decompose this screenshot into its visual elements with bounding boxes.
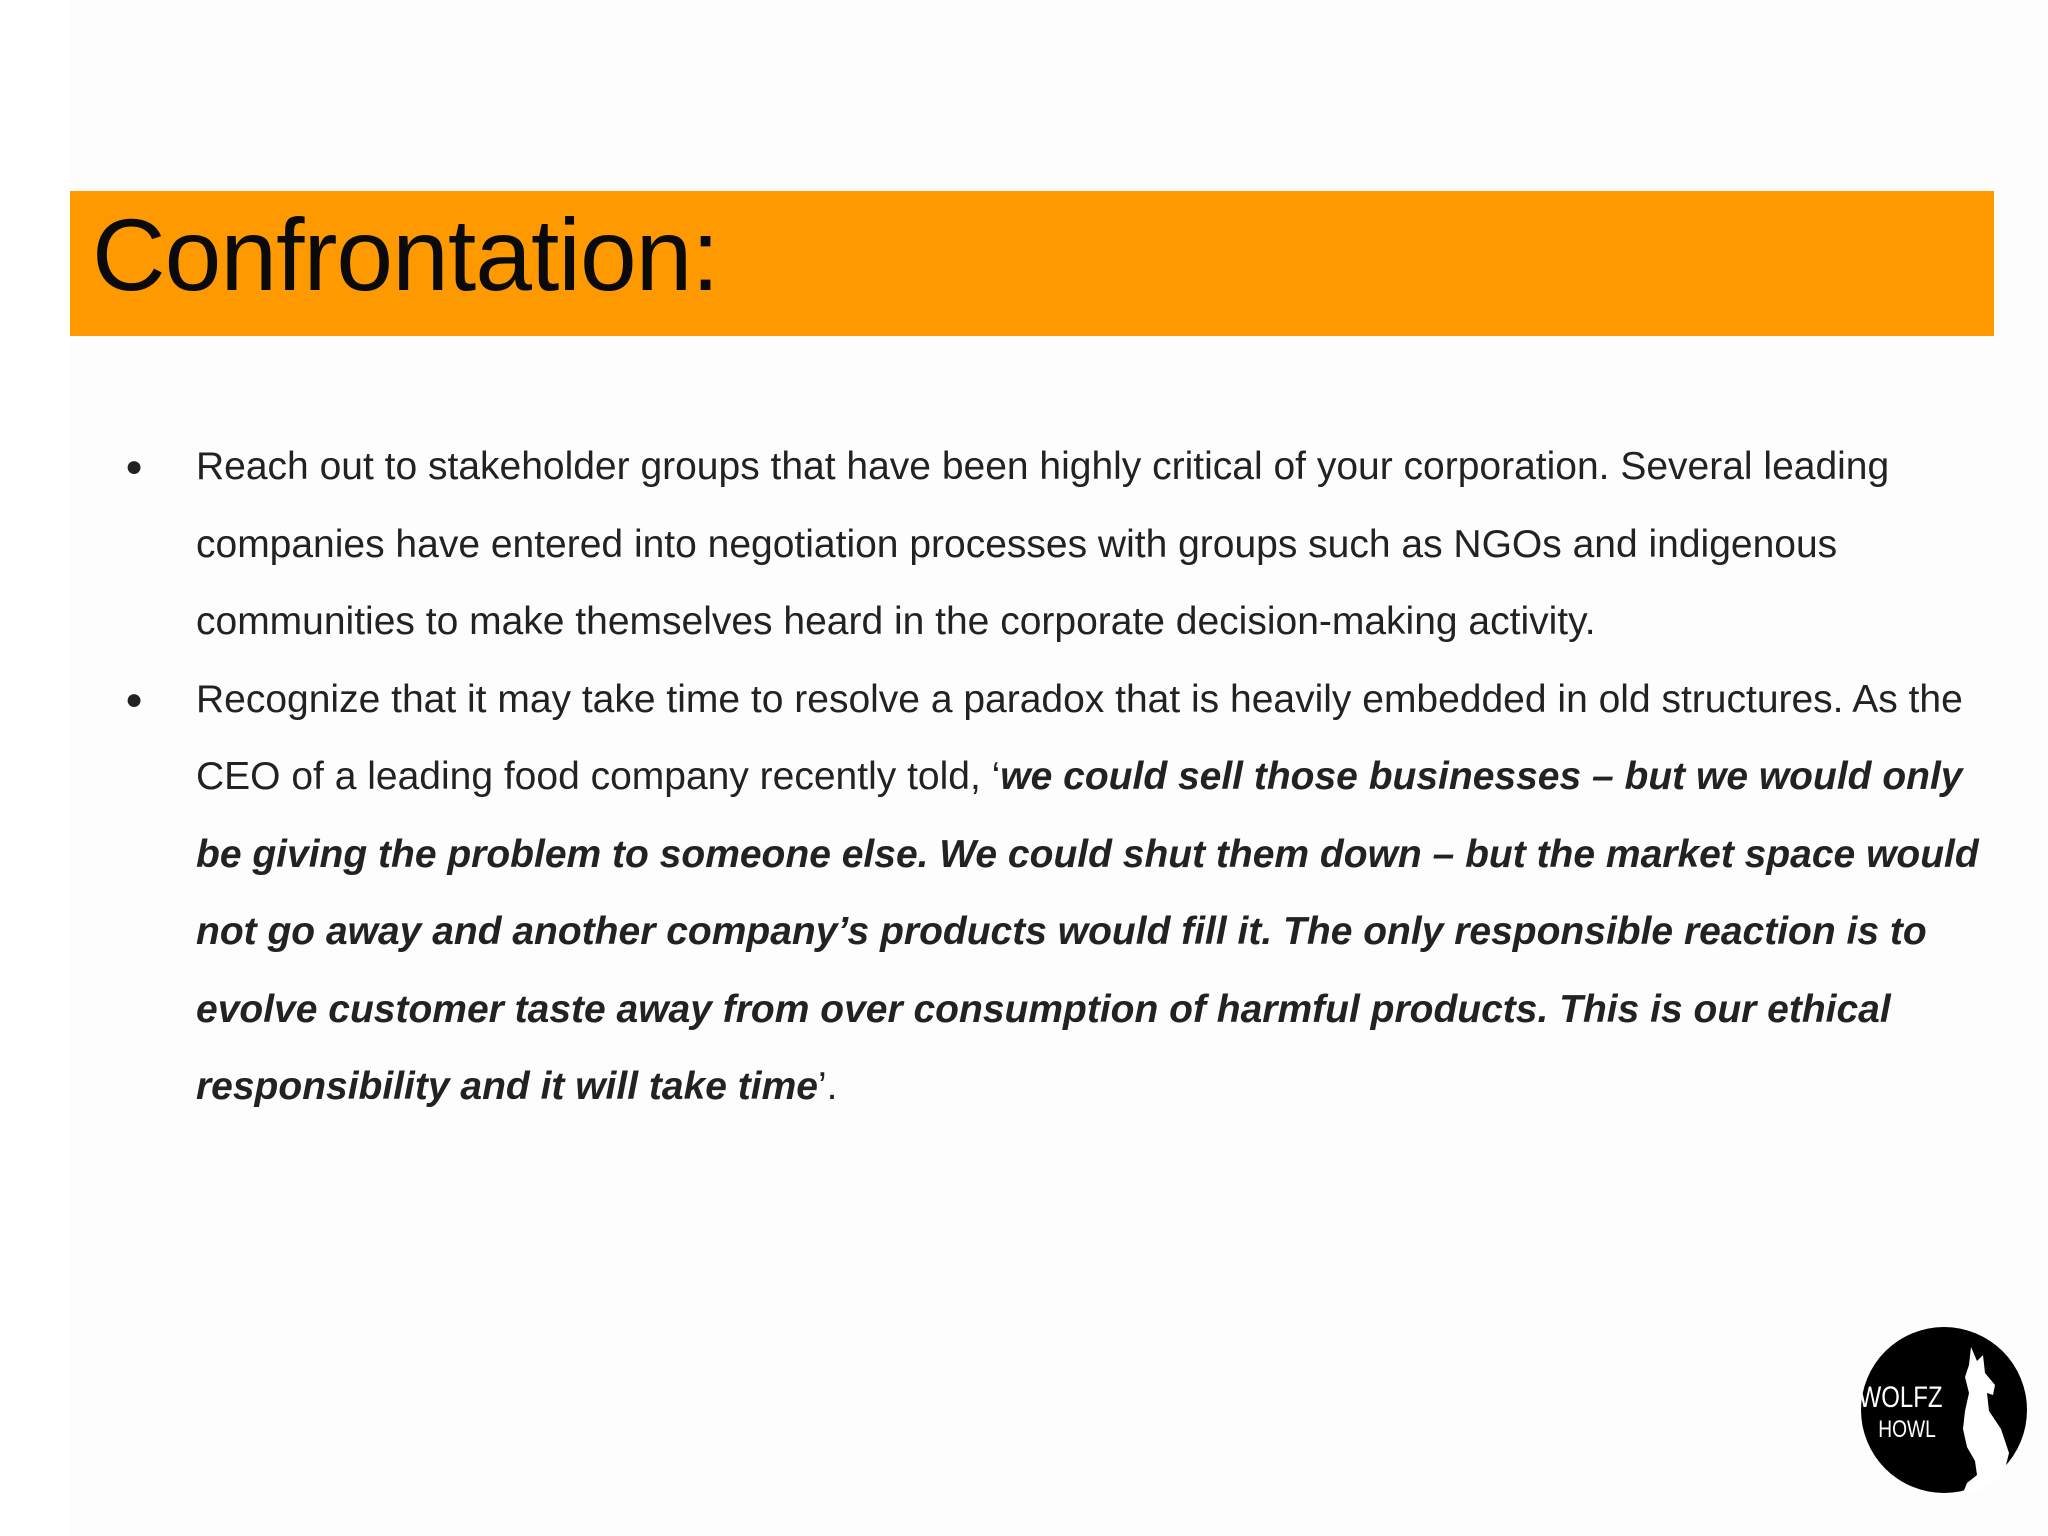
logo-text-line1: WOLFZ (1859, 1379, 1943, 1414)
bullet-dot-icon: ● (125, 682, 144, 716)
title-bar (70, 191, 1994, 336)
bullet-item-2 (120, 661, 1980, 1126)
bullet-text: Reach out to stakeholder groups that have been highly critical of your corporation. Several leading companies have entered into negotiation processes with groups such as NGOs and indigenous communities to make themselves heard in the corporate decision-making activity. (196, 445, 1890, 643)
bullet-dot-icon: ● (125, 450, 144, 483)
bullet-text-end: ’. (817, 1065, 838, 1108)
slide-title: Confrontation: (92, 198, 719, 312)
logo-text-line2: HOWL (1878, 1414, 1936, 1443)
bullet-item-1 (120, 428, 1980, 661)
bullet-text-intro: Recognize that it may take time to resolve a paradox that is heavily embedded in old structures. As the CEO of a leading food company recently told, ‘ (196, 677, 1963, 798)
wolfz-howl-logo (1859, 1325, 2029, 1495)
bullet-list (120, 428, 1980, 1126)
ceo-quote: we could sell those businesses – but we would only be giving the problem to someone else. We could shut them down – but the market space would not go away and another company’s products would fill it. The only responsible reaction is to evolve customer taste away from over consumption of harmful products. This is our ethical responsibility and it will take time (196, 755, 1979, 1108)
